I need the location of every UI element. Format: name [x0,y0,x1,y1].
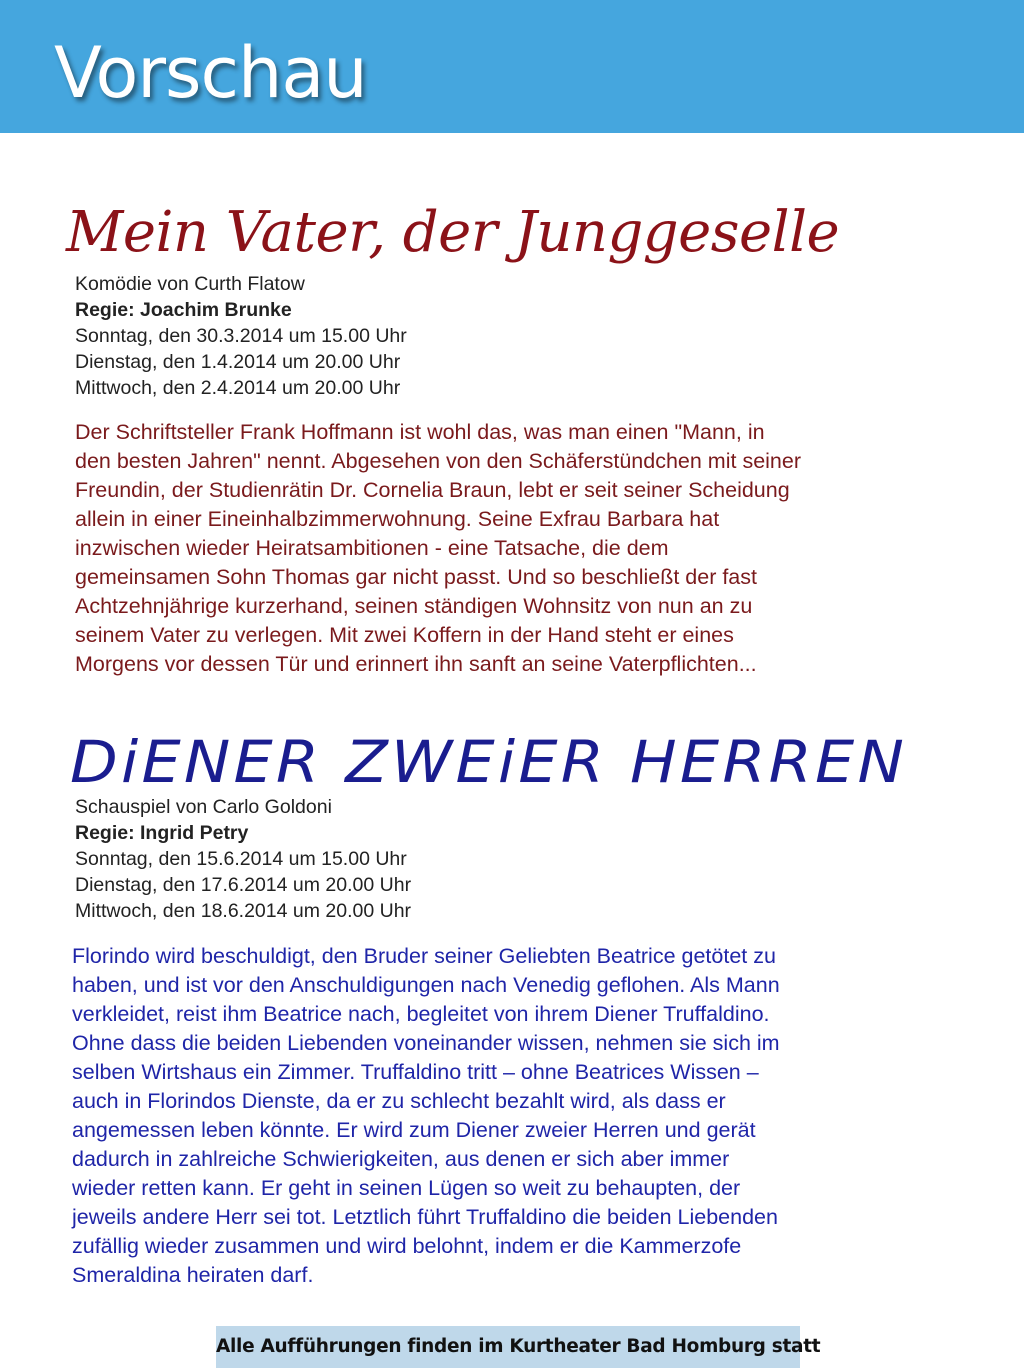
show-title-mein-vater: Mein Vater, der Junggeselle [66,200,840,265]
description-line: Smeraldina heiraten darf. [72,1263,314,1287]
show-director: Regie: Ingrid Petry [75,822,249,844]
description-line: auch in Florindos Dienste, da er zu schlecht bezahlt wird, als dass er [72,1089,726,1113]
show-date: Mittwoch, den 2.4.2014 um 20.00 Uhr [75,377,401,399]
description-line: haben, und ist vor den Anschuldigungen nach Venedig geflohen. Als Mann [72,973,780,997]
show-subtitle: Komödie von Curth Flatow [75,273,305,295]
description-line: Florindo wird beschuldigt, den Bruder seiner Geliebten Beatrice getötet zu [72,944,776,968]
description-line: Morgens vor dessen Tür und erinnert ihn sanft an seine Vaterpflichten... [75,652,757,676]
description-line: zufällig wieder zusammen und wird belohnt, indem er die Kammerzofe [72,1234,742,1258]
description-line: verkleidet, reist ihm Beatrice nach, begleitet von ihrem Diener Truffaldino. [72,1002,770,1026]
show-date: Dienstag, den 17.6.2014 um 20.00 Uhr [75,874,412,896]
page-title: Vorschau [54,32,367,114]
header-bar [0,0,1024,133]
show-date: Sonntag, den 30.3.2014 um 15.00 Uhr [75,325,407,347]
description-line: inzwischen wieder Heiratsambitionen - eine Tatsache, die dem [75,536,669,560]
show-date: Dienstag, den 1.4.2014 um 20.00 Uhr [75,351,401,373]
show-director: Regie: Joachim Brunke [75,299,292,321]
description-line: allein in einer Eineinhalbzimmerwohnung. Seine Exfrau Barbara hat [75,507,720,531]
description-line: den besten Jahren" nennt. Abgesehen von den Schäferstündchen mit seiner [75,449,802,473]
description-line: jeweils andere Herr sei tot. Letztlich führt Truffaldino die beiden Liebenden [72,1205,778,1229]
description-line: seinem Vater zu verlegen. Mit zwei Koffern in der Hand steht er eines [75,623,734,647]
show-subtitle: Schauspiel von Carlo Goldoni [75,796,332,818]
show-date: Sonntag, den 15.6.2014 um 15.00 Uhr [75,848,407,870]
description-line: Freundin, der Studienrätin Dr. Cornelia Braun, lebt er seit seiner Scheidung [75,478,790,502]
show-title-diener-zweier-herren: DiENER ZWEiER HERREN [70,728,908,796]
description-line: dadurch in zahlreiche Schwierigkeiten, aus denen er sich aber immer [72,1147,730,1171]
description-line: angemessen leben könnte. Er wird zum Diener zweier Herren und gerät [72,1118,756,1142]
show-description-mein-vater [75,418,801,679]
description-line: Der Schriftsteller Frank Hoffmann ist wohl das, was man einen "Mann, in [75,420,765,444]
description-line: gemeinsamen Sohn Thomas gar nicht passt. Und so beschließt der fast [75,565,757,589]
show-description-diener-zweier-herren [72,942,780,1290]
description-line: Ohne dass die beiden Liebenden voneinander wissen, nehmen sie sich im [72,1031,780,1055]
show-date: Mittwoch, den 18.6.2014 um 20.00 Uhr [75,900,412,922]
description-line: selben Wirtshaus ein Zimmer. Truffaldino tritt – ohne Beatrices Wissen – [72,1060,759,1084]
description-line: wieder retten kann. Er geht in seinen Lügen so weit zu behaupten, der [72,1176,741,1200]
description-line: Achtzehnjährige kurzerhand, seinen ständigen Wohnsitz von nun an zu [75,594,753,618]
show-info-mein-vater [75,271,407,401]
show-info-diener-zweier-herren [75,794,411,924]
footer-banner [216,1326,821,1368]
footer-text: Alle Aufführungen finden im Kurtheater Bad Homburg statt [216,1336,821,1357]
